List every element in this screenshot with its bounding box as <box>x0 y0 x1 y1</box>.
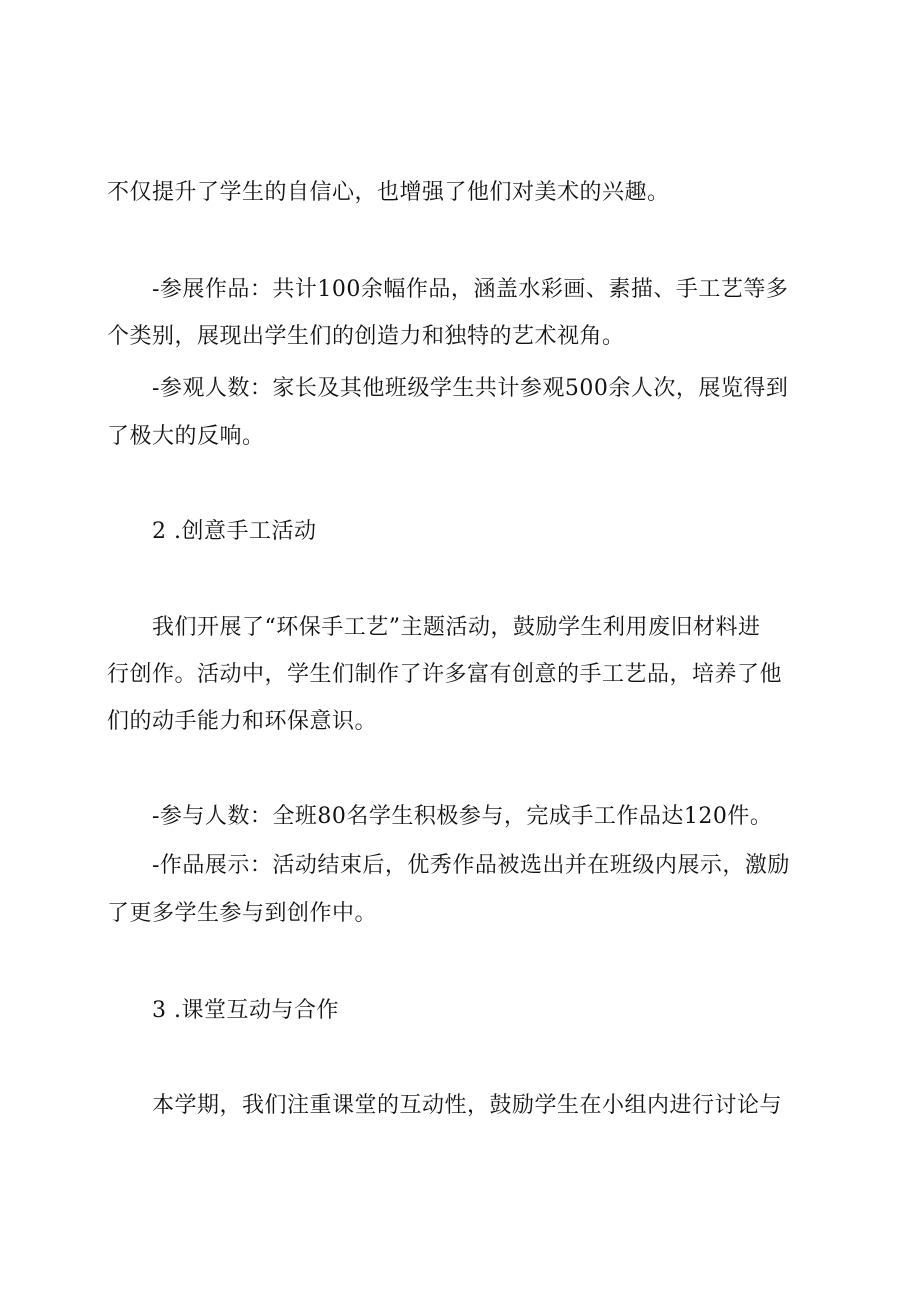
paragraph-line: 行创作。活动中，学生们制作了许多富有创意的手工艺品，培养了他 <box>107 662 783 687</box>
section-heading-3: 3 .课堂互动与合作 <box>152 998 339 1023</box>
works-display-line-cont: 了更多学生参与到创作中。 <box>107 901 378 926</box>
paragraph-line: 们的动手能力和环保意识。 <box>107 709 378 734</box>
exhibit-works-line: -参展作品：共计100余幅作品，涵盖水彩画、素描、手工艺等多 <box>152 277 789 302</box>
visitors-line: -参观人数：家长及其他班级学生共计参观500余人次，展览得到 <box>152 376 789 401</box>
exhibit-works-line-cont: 个类别，展现出学生们的创造力和独特的艺术视角。 <box>107 324 625 349</box>
section-heading-2: 2 .创意手工活动 <box>152 519 317 544</box>
participants-line: -参与人数：全班80名学生积极参与，完成手工作品达120件。 <box>152 804 773 829</box>
visitors-line-cont: 了极大的反响。 <box>107 424 265 449</box>
paragraph-line: 本学期，我们注重课堂的互动性，鼓励学生在小组内进行讨论与 <box>152 1093 783 1118</box>
paragraph-line: 不仅提升了学生的自信心，也增强了他们对美术的兴趣。 <box>107 180 670 205</box>
works-display-line: -作品展示：活动结束后，优秀作品被选出并在班级内展示，激励 <box>152 853 790 878</box>
paragraph-line: 我们开展了“环保手工艺”主题活动，鼓励学生利用废旧材料进 <box>152 615 761 640</box>
